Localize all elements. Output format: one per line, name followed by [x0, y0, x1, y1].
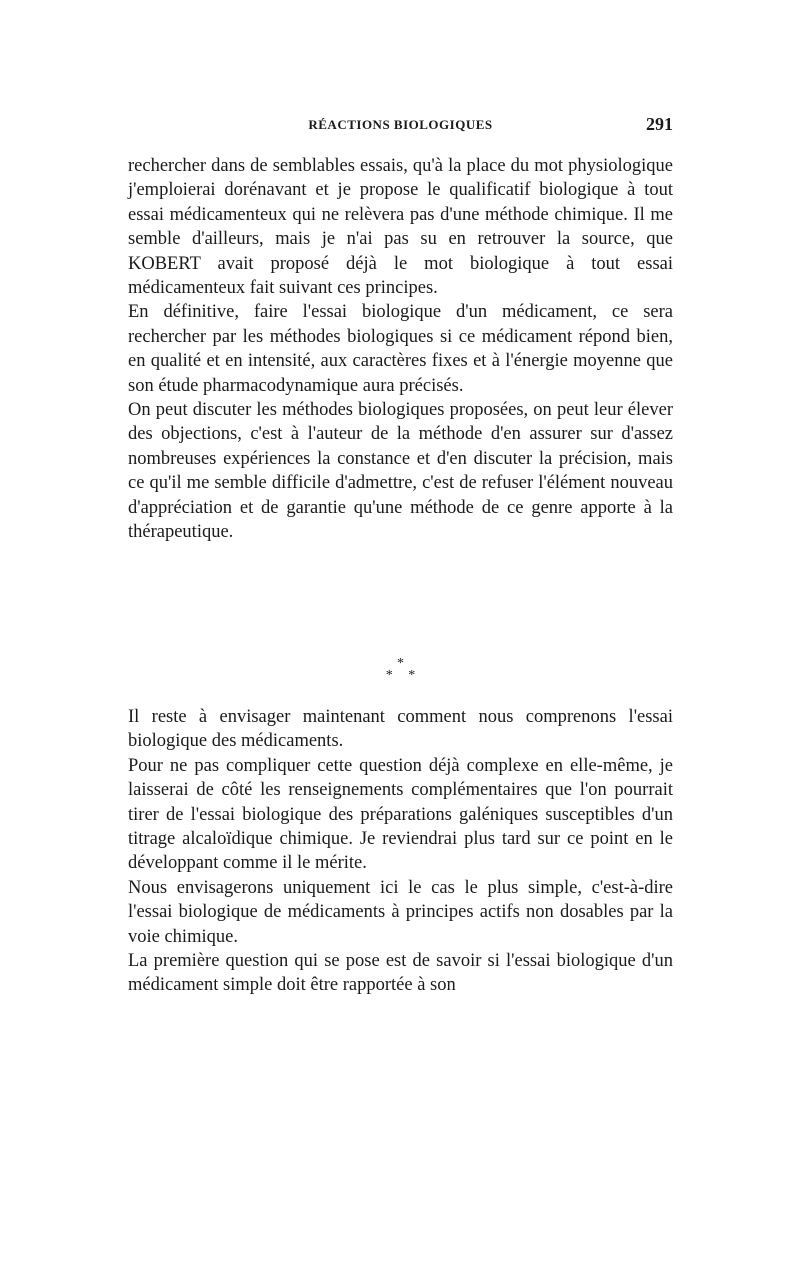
paragraph: Nous envisagerons uniquement ici le cas le plus simple, c'est-à-dire l'essai biologique de médicaments à principes actifs non dosables par la voie chimique.: [128, 877, 673, 947]
paragraph: En définitive, faire l'essai biologique d'un médicament, ce sera rechercher par les méthodes biologiques si ce médicament répond bien, en qualité et en intensité, aux caractères fixes et à l'énergie moyenne que son étude pharmacodynamique aura précisés.: [128, 302, 673, 396]
asterism-top: *: [397, 656, 404, 671]
paragraph: On peut discuter les méthodes biologiques proposées, on peut leur élever des objections, c'est à l'auteur de la méthode d'en assurer sur d'assez nombreuses expériences la constance et d'en discuter la précision, mais ce qu'il me semble difficile d'admettre, c'est de refuser l'élément nouveau d'appréciation et de garantie qu'une méthode de ce genre apporte à la thérapeutique.: [128, 400, 673, 543]
running-head: [128, 114, 673, 137]
paragraph: Pour ne pas compliquer cette question déjà complexe en elle-même, je laisserai de côté les renseignements complémentaires que l'on pourrait tirer de l'essai biologique des préparations galéniques susceptibles d'un titrage alcaloïdique chimique. Je reviendrai plus tard sur ce point en le développant comme il le mérite.: [128, 755, 673, 874]
asterism-separator: [128, 658, 673, 682]
paragraph: La première question qui se pose est de savoir si l'essai biologique d'un médicament simple doit être rapportée à son: [128, 951, 673, 996]
paragraph: Il reste à envisager maintenant comment nous comprenons l'essai biologique des médicaments.: [128, 707, 673, 752]
running-title: RÉACTIONS BIOLOGIQUES: [308, 117, 493, 132]
text-section-2: [128, 705, 673, 998]
page-number: 291: [646, 114, 673, 134]
asterism-bottom: * *: [385, 668, 422, 683]
paragraph: rechercher dans de semblables essais, qu'à la place du mot physiologique j'emploierai dorénavant et je propose le qualificatif biologique à tout essai médicamenteux qui ne relèvera pas d'une méthode chimique. Il me semble d'ailleurs, mais je n'ai pas su en retrouver la source, que KOBERT avait proposé déjà le mot biologique à tout essai médicamenteux fait suivant ces principes.: [128, 156, 673, 299]
text-section-1: [128, 154, 673, 545]
